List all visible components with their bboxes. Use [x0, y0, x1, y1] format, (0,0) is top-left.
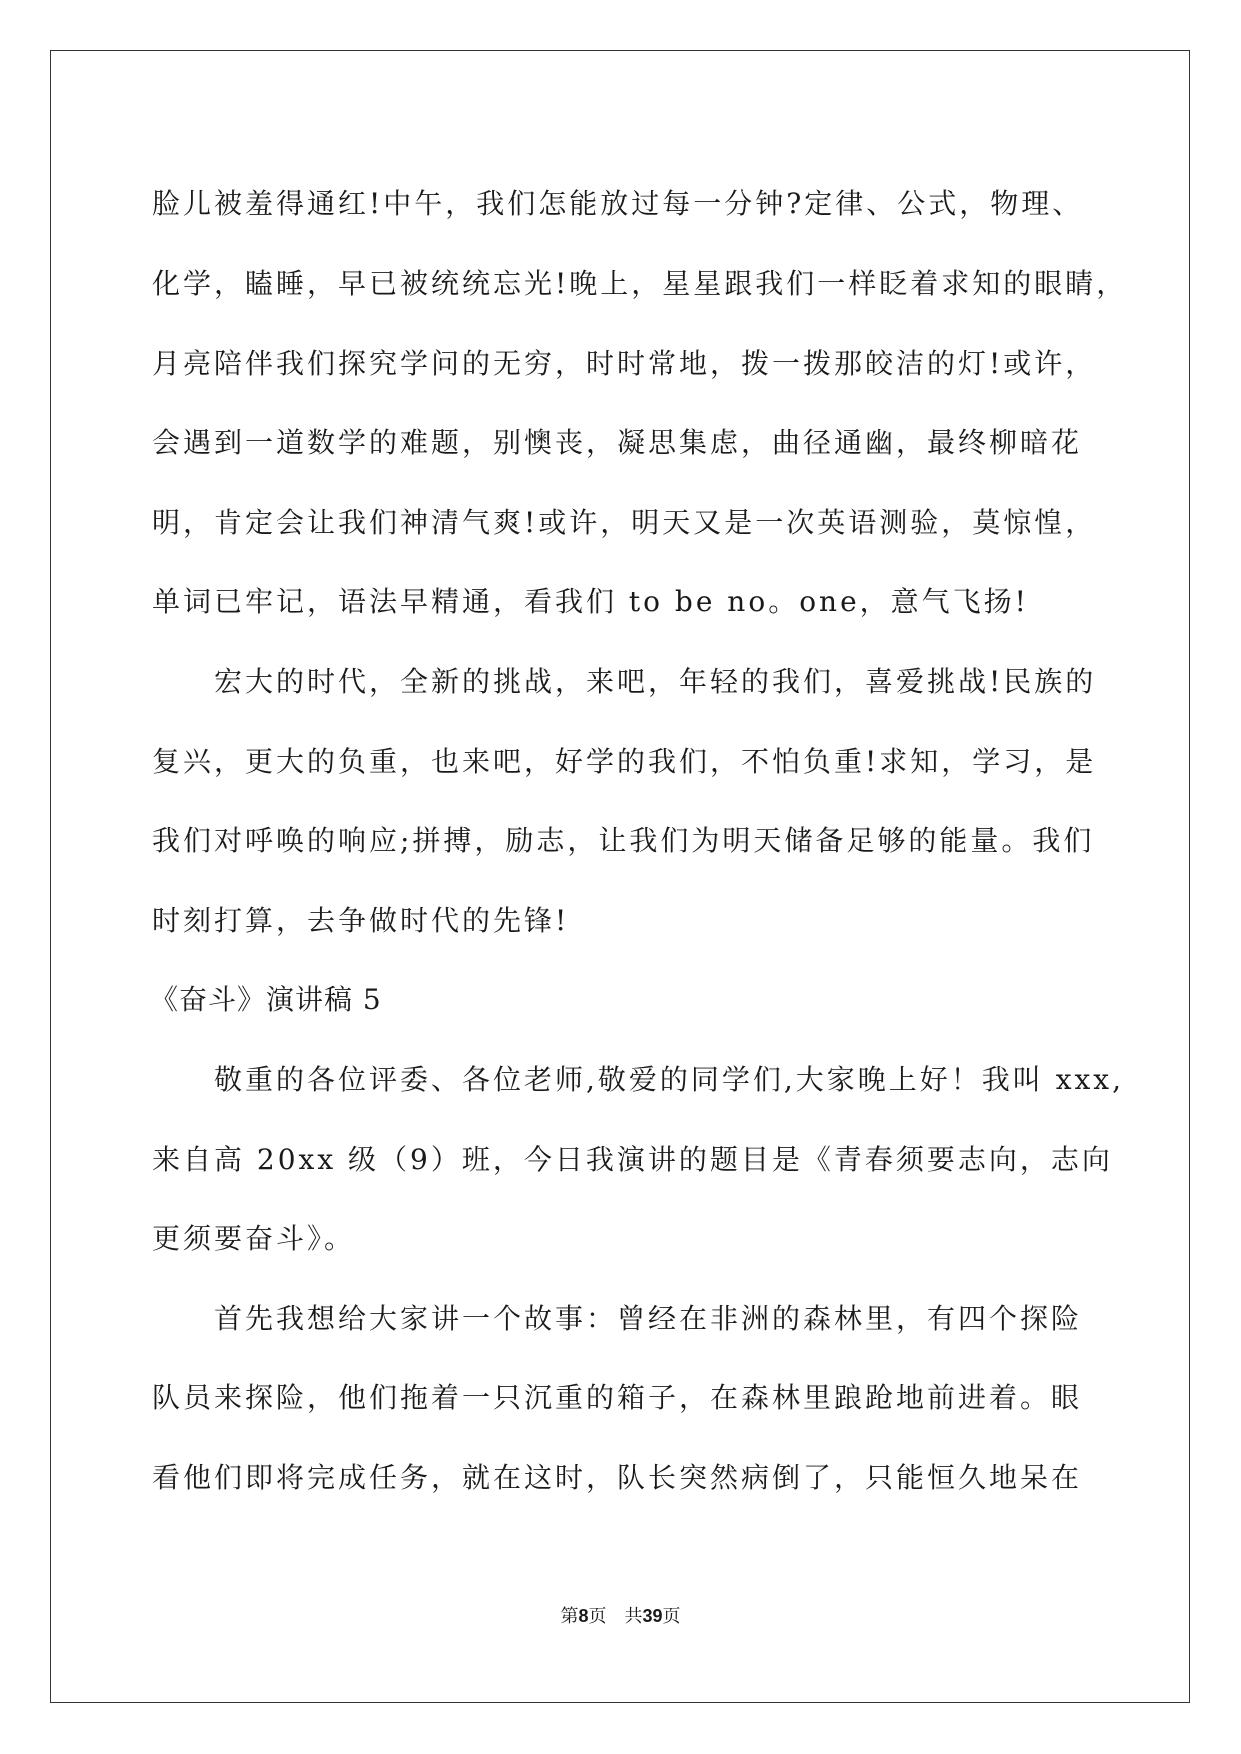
text-line: 脸儿被羞得通红!中午，我们怎能放过每一分钟?定律、公式，物理、 — [152, 187, 1084, 220]
page-footer — [0, 1604, 1241, 1629]
paragraph-start-line: 敬重的各位评委、各位老师,敬爱的同学们,大家晚上好！我叫 xxx, — [214, 1063, 1124, 1096]
footer-prefix: 第 — [560, 1606, 579, 1627]
text-line: 更须要奋斗》。 — [152, 1222, 356, 1255]
text-line: 队员来探险，他们拖着一只沉重的箱子，在森林里踉跄地前进着。眼 — [152, 1381, 1083, 1414]
total-pages-number: 39 — [642, 1606, 663, 1626]
footer-suffix: 页 — [662, 1606, 681, 1627]
footer-mid: 页 共 — [588, 1606, 643, 1627]
text-line: 化学，瞌睡，早已被统统忘光!晚上，星星跟我们一样眨着求知的眼睛， — [152, 267, 1128, 300]
section-heading: 《奋斗》演讲稿 5 — [150, 983, 382, 1016]
text-line: 看他们即将完成任务，就在这时，队长突然病倒了，只能恒久地呆在 — [152, 1461, 1083, 1494]
text-line: 会遇到一道数学的难题，别懊丧，凝思集虑，曲径通幽，最终柳暗花 — [152, 426, 1083, 459]
text-line: 我们对呼唤的响应;拼搏，励志，让我们为明天储备足够的能量。我们 — [152, 824, 1095, 857]
current-page-number: 8 — [578, 1606, 589, 1626]
text-line: 来自高 20xx 级（9）班，今日我演讲的题目是《青春须要志向，志向 — [152, 1143, 1113, 1176]
text-line: 明，肯定会让我们神清气爽!或许，明天又是一次英语测验，莫惊惶， — [152, 506, 1097, 539]
text-line: 月亮陪伴我们探究学问的无穷，时时常地，拨一拨那皎洁的灯!或许， — [152, 347, 1097, 380]
paragraph-start-line: 首先我想给大家讲一个故事：曾经在非洲的森林里，有四个探险 — [214, 1302, 1083, 1335]
paragraph-start-line: 宏大的时代，全新的挑战，来吧，年轻的我们，喜爱挑战!民族的 — [214, 665, 1097, 698]
text-line: 复兴，更大的负重，也来吧，好学的我们，不怕负重!求知，学习，是 — [152, 745, 1097, 778]
text-line: 单词已牢记，语法早精通，看我们 to be no。one，意气飞扬! — [152, 585, 1029, 618]
text-line: 时刻打算，去争做时代的先锋! — [152, 904, 570, 937]
